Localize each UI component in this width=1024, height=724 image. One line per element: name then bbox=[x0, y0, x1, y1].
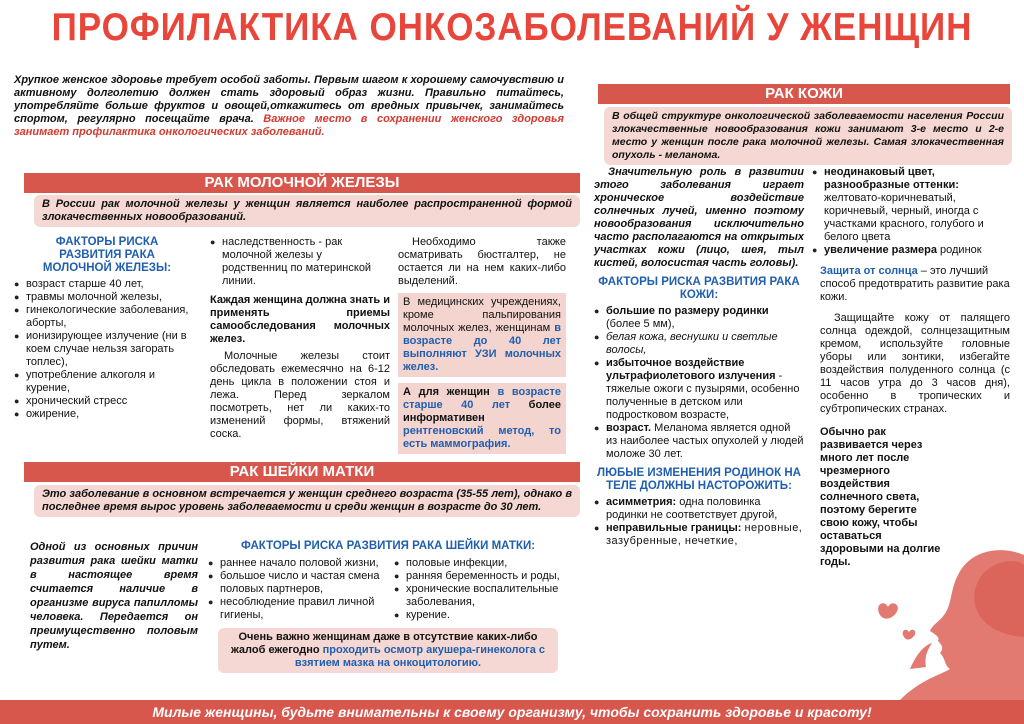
intro-body: Хрупкое женское здоровье требует особой заботы. Первым шагом к хорошему самочувствию и активному долголетию должен стать здоровый образ жизни. Правильно питайтесь, употребляйте больше фруктов и овощей,откажитесь от вредных привычек, занимайтесь спортом, регулярно посещайте врача. bbox=[14, 74, 564, 125]
skin-c3-bold: неодинаковый цвет, разнообразные оттенки: bbox=[824, 166, 959, 191]
skin-c4-bold: увеличение размера bbox=[824, 244, 937, 256]
list-item: ● наследственность - рак молочной железы у родственниц по материнской линии. bbox=[210, 236, 390, 288]
breast-header bbox=[24, 173, 580, 193]
skin-changes-list-2 bbox=[812, 166, 1010, 257]
list-item: ● возраст старше 40 лет, bbox=[14, 278, 200, 291]
breast-lead-text: В России рак молочной железы у женщин является наиболее распространенной формой злокачественных новообразований. bbox=[42, 198, 572, 223]
list-item: ● раннее начало половой жизни, bbox=[208, 557, 386, 570]
cervix-left-text: Одной из основных причин развития рака шейки матки в настоящее время считается наличие в организме вируса папилломы человека. Передается он преимущественно половым путем. bbox=[30, 541, 198, 651]
breast-col3 bbox=[398, 236, 566, 454]
list-item: ● хронический стресс bbox=[14, 395, 200, 408]
skin-risk-title: ФАКТОРЫ РИСКА РАЗВИТИЯ РАКА КОЖИ: bbox=[598, 276, 800, 301]
list-item: ● ранняя беременность и роды, bbox=[394, 570, 564, 583]
list-item: ● ионизирующее излучение (ни в коем случае нельзя загорать топлес), bbox=[14, 330, 200, 369]
skin-c4-text: родинок bbox=[940, 244, 982, 256]
breast-col3-text: Необходимо также осматривать бюстгалтер, не остается ли на нем каких-либо выделений. bbox=[398, 236, 566, 287]
breast-selfexam-bold: Каждая женщина должна знать и применять приемы самообследования молочных желез. bbox=[210, 294, 390, 345]
breast-header-label: РАК МОЛОЧНОЙ ЖЕЛЕЗЫ bbox=[204, 174, 400, 191]
breast-selfexam-text: Молочные железы стоит обследовать ежемесячно на 6-12 день цикла в положении стоя и лежа. Перед зеркалом посмотреть, нет ли каких-то изменений формы, втяжений соска. bbox=[210, 350, 390, 440]
cervix-risk-title: ФАКТОРЫ РИСКА РАЗВИТИЯ РАКА ШЕЙКИ МАТКИ: bbox=[240, 540, 536, 552]
cervix-header bbox=[24, 462, 580, 482]
list-item: ● несоблюдение правил личной гигиены, bbox=[208, 596, 386, 622]
skin-risk-list bbox=[594, 305, 804, 461]
list-item: ● травмы молочной железы, bbox=[14, 291, 200, 304]
skin-c1-text: одна половинка родинки не соответствует другой, bbox=[606, 496, 778, 521]
breast-box-mammo bbox=[398, 383, 566, 454]
breast-risk-list bbox=[14, 278, 200, 421]
cervix-risk-block bbox=[208, 540, 568, 673]
skin-sun-bold: Защита от солнца bbox=[820, 265, 918, 277]
list-item: ● хронические воспалительные заболевания, bbox=[394, 583, 564, 609]
footer-banner bbox=[0, 700, 1024, 724]
skin-r4-text: Меланома является одной из наиболее частых опухолей у людей моложе 30 лет. bbox=[606, 422, 804, 460]
breast-risk-column bbox=[14, 236, 200, 421]
skin-col2 bbox=[812, 166, 1010, 569]
breast-box-mammo-b: в возрасте старше 40 лет bbox=[403, 386, 561, 411]
intro-text bbox=[14, 74, 564, 139]
skin-header bbox=[598, 84, 1010, 104]
list-item bbox=[594, 305, 804, 331]
breast-col2-list bbox=[210, 236, 390, 288]
skin-final: Обычно рак развивается через много лет после чрезмерного воздействия солнечного света, поэтому берегите свою кожу, чтобы оставаться здоровыми на долгие годы. bbox=[820, 426, 941, 568]
list-item bbox=[594, 496, 804, 522]
cervix-risk-columns bbox=[208, 557, 568, 622]
skin-r3-bold: избыточное воздействие ультрафиолетового излучения bbox=[606, 357, 776, 382]
list-item bbox=[594, 331, 804, 357]
list-item bbox=[594, 522, 804, 548]
list-item: ● курение. bbox=[394, 609, 564, 622]
skin-sun-lead: – это лучший способ предотвратить развитие рака кожи. bbox=[820, 265, 1010, 303]
skin-r1-bold: большие по размеру родинки bbox=[606, 305, 769, 317]
list-item: ● большое число и частая смена половых партнеров, bbox=[208, 570, 386, 596]
list-item bbox=[812, 166, 1010, 244]
breast-box-uzi-a: В медицинских учреждениях, кроме пальпирования молочных желез, женщинам bbox=[403, 296, 561, 334]
cervix-header-label: РАК ШЕЙКИ МАТКИ bbox=[229, 463, 375, 480]
breast-col2 bbox=[210, 236, 390, 441]
skin-r1-text: (более 5 мм), bbox=[606, 318, 675, 330]
list-item bbox=[594, 357, 804, 422]
list-item: ● употребление алкоголя и курение, bbox=[14, 369, 200, 395]
cervix-note-a: Очень важно женщинам даже в отсутствие каких-либо жалоб ежегодно bbox=[231, 631, 538, 656]
skin-c2-text: неровные, зазубренные, нечеткие, bbox=[606, 522, 803, 547]
skin-changes-list bbox=[594, 496, 804, 548]
cervix-risk-list-right bbox=[394, 557, 564, 622]
breast-box-mammo-d: рентгеновский метод, то есть маммография. bbox=[403, 425, 561, 450]
list-item bbox=[594, 422, 804, 461]
skin-header-label: РАК КОЖИ bbox=[765, 85, 843, 102]
skin-r2-text: белая кожа, веснушки и светлые волосы, bbox=[606, 331, 778, 356]
cervix-note-b: проходить осмотр акушера-гинеколога с взятием мазка на онкоцитологию. bbox=[294, 644, 545, 669]
list-item: ● половые инфекции, bbox=[394, 557, 564, 570]
breast-box-uzi bbox=[398, 293, 566, 377]
skin-c3-text: желтовато-коричневатый, коричневый, черный, иногда с участками красного, голубого и белого цвета bbox=[824, 192, 984, 243]
skin-c1-bold: асимметрия: bbox=[606, 496, 677, 508]
intro-highlight: Важное место в сохранении женского здоровья занимает профилактика онкологических заболеваний. bbox=[14, 113, 565, 138]
skin-changes-title: ЛЮБЫЕ ИЗМЕНЕНИЯ РОДИНОК НА ТЕЛЕ ДОЛЖНЫ НАСТОРОЖИТЬ: bbox=[597, 467, 801, 492]
cervix-left bbox=[30, 540, 198, 652]
skin-lead-text: В общей структуре онкологической заболеваемости населения России злокачественные новообразования кожи занимают 3-е место и 2-е место у женщин после рака молочной железы. Самая злокачественная опухоль - меланома. bbox=[612, 110, 1004, 161]
breast-box-uzi-b: в возрасте до 40 лет выполняют УЗИ молочных желез. bbox=[403, 322, 562, 373]
skin-col1 bbox=[594, 166, 804, 548]
skin-r4-bold: возраст. bbox=[606, 422, 652, 434]
breast-box-mammo-c: более информативен bbox=[403, 399, 561, 424]
woman-silhouette-icon bbox=[840, 545, 1024, 700]
list-item bbox=[812, 244, 1010, 257]
skin-sun-protect bbox=[812, 265, 1010, 304]
cervix-risk-list-left bbox=[208, 557, 386, 622]
list-item: ● ожирение, bbox=[14, 408, 200, 421]
page-title: ПРОФИЛАКТИКА ОНКОЗАБОЛЕВАНИЙ У ЖЕНЩИН bbox=[51, 6, 973, 49]
skin-r3-text: - тяжелые ожоги с пузырями, особенно полученные в детском или подростковом возрасте, bbox=[606, 370, 800, 421]
cervix-lead-text: Это заболевание в основном встречается у женщин среднего возраста (35-55 лет), однако в последнее время вырос уровень заболеваемости и среди женщин в возрасте до 30 лет. bbox=[42, 488, 572, 513]
breast-risk-title: ФАКТОРЫ РИСКА РАЗВИТИЯ РАКА МОЛОЧНОЙ ЖЕЛЕЗЫ: bbox=[42, 236, 172, 274]
breast-lead bbox=[34, 195, 580, 227]
breast-box-mammo-a: А для женщин bbox=[403, 386, 490, 398]
cervix-lead bbox=[34, 485, 580, 517]
footer-text: Милые женщины, будьте внимательны к своему организму, чтобы сохранить здоровье и красоту! bbox=[152, 704, 872, 720]
list-item: ● гинекологические заболевания, аборты, bbox=[14, 304, 200, 330]
skin-col1-text: Значительную роль в развитии этого заболевания играет хроническое воздействие солнечных лучей, именно поэтому новообразования исключительно часто располагаются на открытых участках кожи (лицо, шея, тыл кистей, волосистая часть головы). bbox=[594, 166, 804, 269]
skin-c2-bold: неправильные границы: bbox=[606, 522, 742, 534]
skin-sun-text: Защищайте кожу от палящего солнца одеждой, солнцезащитным кремом, используйте головные уборы или зонтики, избегайте воздействия полуденного солнца (с 11 часов утра до 3 часов дня), особенно в тропических и субтропических странах. bbox=[820, 312, 1010, 415]
cervix-note bbox=[218, 628, 558, 673]
skin-lead bbox=[604, 107, 1012, 165]
